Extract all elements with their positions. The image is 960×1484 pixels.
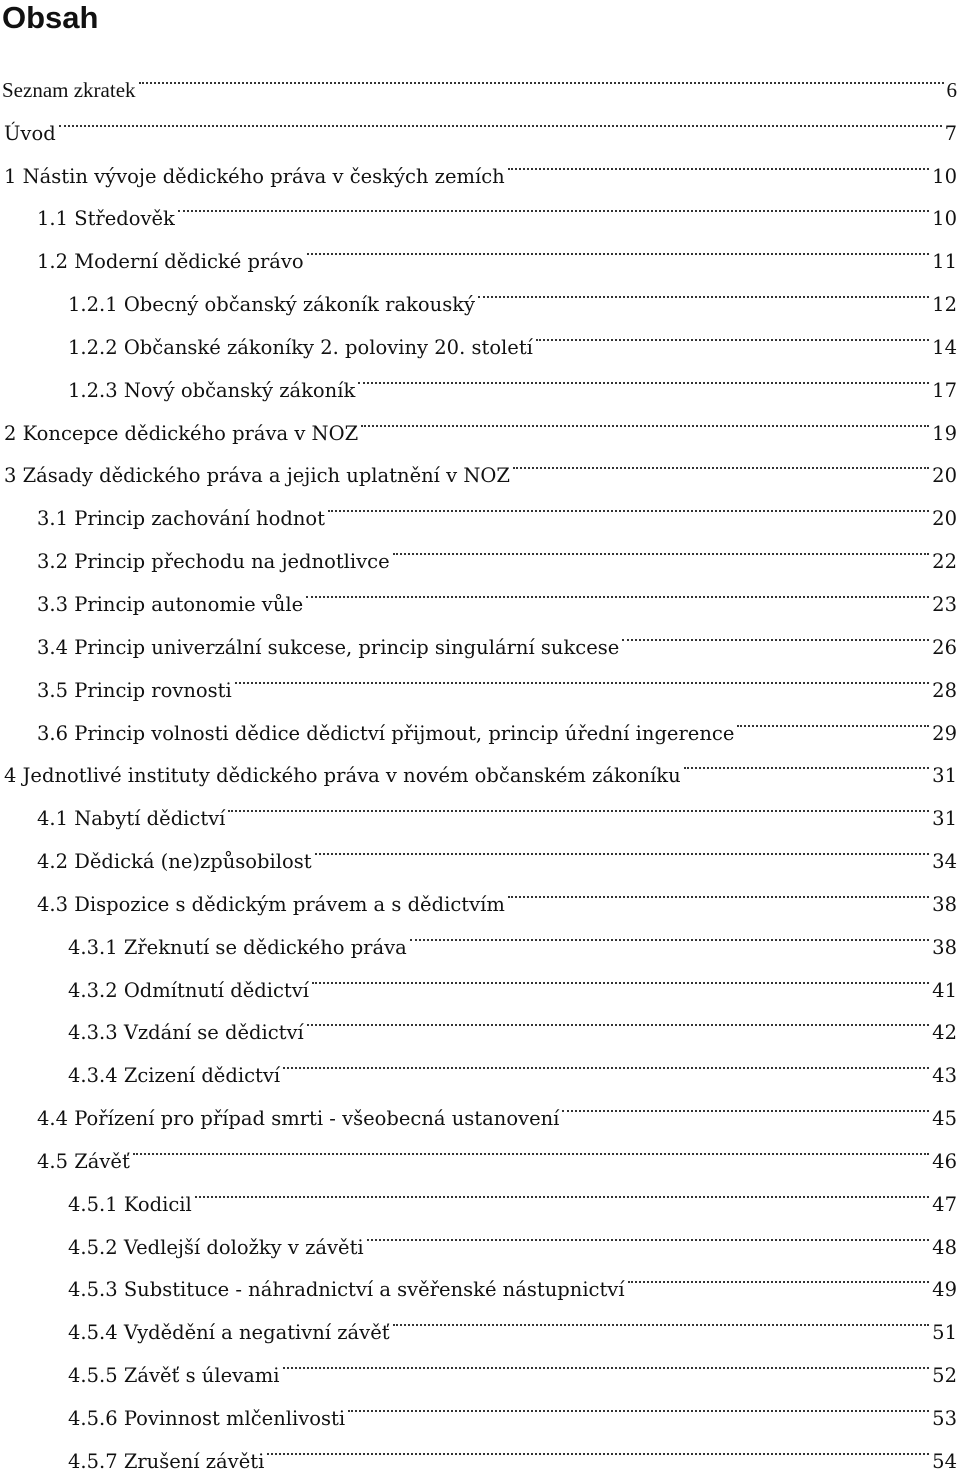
toc-entry-page-number[interactable]: 17 <box>932 378 957 402</box>
toc-entry-page-number[interactable]: 14 <box>932 335 957 359</box>
toc-dot-leader <box>178 183 929 226</box>
toc-dot-leader <box>393 525 930 568</box>
toc-dot-leader <box>684 740 929 783</box>
toc-entry-label[interactable]: 4.5.5 Závěť s úlevami <box>68 1364 280 1388</box>
toc-dot-leader <box>283 1039 929 1082</box>
toc-entry-page-number[interactable]: 26 <box>932 635 957 659</box>
toc-entry-label[interactable]: 3.6 Princip volnosti dědice dědictví přijmout, princip úřední ingerence <box>37 721 735 745</box>
toc-dot-leader <box>139 54 944 97</box>
toc-dot-leader <box>367 1211 930 1254</box>
toc-dot-leader <box>306 568 929 611</box>
toc-entry-label[interactable]: 4.3 Dispozice s dědickým právem a s dědictvím <box>37 892 505 916</box>
toc-entry-page-number[interactable]: 20 <box>932 507 957 531</box>
toc-entry-label[interactable]: 1.2 Moderní dědické právo <box>37 250 304 274</box>
toc-dot-leader <box>562 1082 929 1125</box>
toc-entry-label[interactable]: 4.3.2 Odmítnutí dědictví <box>68 978 309 1002</box>
toc-entry-label[interactable]: 4.3.1 Zřeknutí se dědického práva <box>68 935 407 959</box>
toc-list <box>0 54 960 1473</box>
toc-entry-label[interactable]: 4.5 Závěť <box>37 1149 130 1173</box>
toc-entry-page-number[interactable]: 49 <box>932 1278 957 1302</box>
toc-entry-page-number[interactable]: 52 <box>932 1364 957 1388</box>
toc-dot-leader <box>508 140 929 183</box>
toc-dot-leader <box>59 97 942 140</box>
toc-entry[interactable] <box>0 97 960 145</box>
toc-dot-leader <box>283 1339 930 1382</box>
toc-entry-label[interactable]: 4 Jednotlivé instituty dědického práva v novém občanském zákoníku <box>4 764 681 788</box>
toc-entry-page-number[interactable]: 51 <box>932 1321 957 1345</box>
toc-dot-leader <box>315 825 930 868</box>
toc-entry-label[interactable]: 3.5 Princip rovnosti <box>37 678 232 702</box>
toc-entry-page-number[interactable]: 42 <box>932 1021 957 1045</box>
toc-entry-label[interactable]: 4.5.7 Zrušení závěti <box>68 1449 265 1473</box>
toc-entry[interactable] <box>0 54 960 102</box>
toc-entry-page-number[interactable]: 7 <box>944 121 957 145</box>
toc-entry-label[interactable]: 1.1 Středověk <box>37 207 175 231</box>
toc-entry-label[interactable]: 4.1 Nabytí dědictví <box>37 807 226 831</box>
toc-entry-label[interactable]: 4.3.3 Vzdání se dědictví <box>68 1021 304 1045</box>
toc-entry[interactable] <box>0 140 960 188</box>
toc-dot-leader <box>328 482 929 525</box>
toc-entry-label[interactable]: 3.4 Princip univerzální sukcese, princip singulární sukcese <box>37 635 620 659</box>
toc-entry-page-number[interactable]: 10 <box>932 164 957 188</box>
toc-entry-page-number[interactable]: 20 <box>932 464 957 488</box>
toc-dot-leader <box>195 1168 929 1211</box>
toc-dot-leader <box>478 268 929 311</box>
toc-dot-leader <box>513 440 929 483</box>
toc-entry-page-number[interactable]: 54 <box>932 1449 957 1473</box>
toc-dot-leader <box>393 1296 930 1339</box>
toc-entry-label[interactable]: 4.5.2 Vedlejší doložky v závěti <box>68 1235 364 1259</box>
toc-entry-label[interactable]: 2 Koncepce dědického práva v NOZ <box>4 421 359 445</box>
toc-entry-label[interactable]: 4.5.6 Povinnost mlčenlivosti <box>68 1407 346 1430</box>
toc-dot-leader <box>133 1125 929 1168</box>
toc-entry-page-number[interactable]: 45 <box>932 1107 957 1131</box>
toc-dot-leader <box>628 1254 930 1297</box>
toc-entry-page-number[interactable]: 28 <box>932 678 957 702</box>
toc-entry[interactable] <box>0 1125 960 1173</box>
toc-entry-label[interactable]: 4.5.3 Substituce - náhradnictví a svěřenské nástupnictví <box>68 1278 625 1302</box>
toc-entry-page-number[interactable]: 31 <box>932 807 957 831</box>
toc-entry-page-number[interactable]: 6 <box>946 77 957 102</box>
toc-entry-label[interactable]: 4.5.4 Vydědění a negativní závěť <box>68 1321 390 1345</box>
toc-entry-page-number[interactable]: 38 <box>932 892 957 916</box>
toc-entry-label[interactable]: 1.2.2 Občanské zákoníky 2. poloviny 20. století <box>68 335 533 359</box>
toc-entry-page-number[interactable]: 34 <box>932 850 957 874</box>
toc-dot-leader <box>410 911 929 954</box>
toc-entry-page-number[interactable]: 53 <box>932 1407 957 1430</box>
toc-heading: Obsah <box>2 0 99 35</box>
toc-entry-page-number[interactable]: 38 <box>932 935 957 959</box>
toc-dot-leader <box>267 1425 929 1468</box>
toc-entry-label[interactable]: 4.2 Dědická (ne)způsobilost <box>37 850 312 874</box>
toc-dot-leader <box>361 397 929 440</box>
toc-entry-page-number[interactable]: 23 <box>932 592 957 616</box>
toc-entry-page-number[interactable]: 10 <box>932 207 957 231</box>
toc-dot-leader <box>307 225 930 268</box>
toc-entry-label[interactable]: 4.5.1 Kodicil <box>68 1192 192 1216</box>
toc-entry-label[interactable]: 3.1 Princip zachování hodnot <box>37 507 325 531</box>
toc-dot-leader <box>307 997 929 1040</box>
toc-entry-page-number[interactable]: 29 <box>932 721 957 745</box>
toc-dot-leader <box>348 1382 929 1425</box>
toc-entry[interactable] <box>0 1168 960 1216</box>
toc-entry-label[interactable]: 3 Zásady dědického práva a jejich uplatnění v NOZ <box>4 464 510 488</box>
toc-entry-page-number[interactable]: 12 <box>932 293 957 317</box>
toc-entry-label[interactable]: 3.3 Princip autonomie vůle <box>37 592 304 616</box>
toc-entry-page-number[interactable]: 46 <box>932 1149 957 1173</box>
toc-entry-page-number[interactable]: 47 <box>932 1192 957 1216</box>
toc-dot-leader <box>622 611 929 654</box>
toc-dot-leader <box>508 868 929 911</box>
toc-entry-page-number[interactable]: 19 <box>932 421 957 445</box>
toc-entry-page-number[interactable]: 48 <box>932 1235 957 1259</box>
toc-dot-leader <box>235 654 929 697</box>
toc-entry-page-number[interactable]: 43 <box>932 1064 957 1088</box>
toc-entry-label[interactable]: 3.2 Princip přechodu na jednotlivce <box>37 550 390 574</box>
toc-entry-label[interactable]: 1.2.1 Obecný občanský zákoník rakouský <box>68 293 476 317</box>
toc-entry-label[interactable]: 1.2.3 Nový občanský zákoník <box>68 378 356 402</box>
toc-entry-label[interactable]: 4.4 Pořízení pro případ smrti - všeobecná ustanovení <box>37 1107 560 1131</box>
toc-dot-leader <box>358 354 929 397</box>
toc-entry-page-number[interactable]: 41 <box>932 978 957 1002</box>
toc-entry-page-number[interactable]: 22 <box>932 550 957 574</box>
toc-dot-leader <box>536 311 929 354</box>
toc-entry-page-number[interactable]: 31 <box>932 764 957 788</box>
toc-entry-label[interactable]: Seznam zkratek <box>2 77 136 102</box>
toc-dot-leader <box>228 782 929 825</box>
toc-entry-label[interactable]: Úvod <box>4 121 56 145</box>
toc-entry-page-number[interactable]: 11 <box>932 250 957 274</box>
toc-dot-leader <box>312 954 929 997</box>
toc-entry-label[interactable]: 1 Nástin vývoje dědického práva v českých zemích <box>4 164 505 188</box>
toc-dot-leader <box>737 697 929 740</box>
toc-entry-label[interactable]: 4.3.4 Zcizení dědictví <box>68 1064 281 1088</box>
